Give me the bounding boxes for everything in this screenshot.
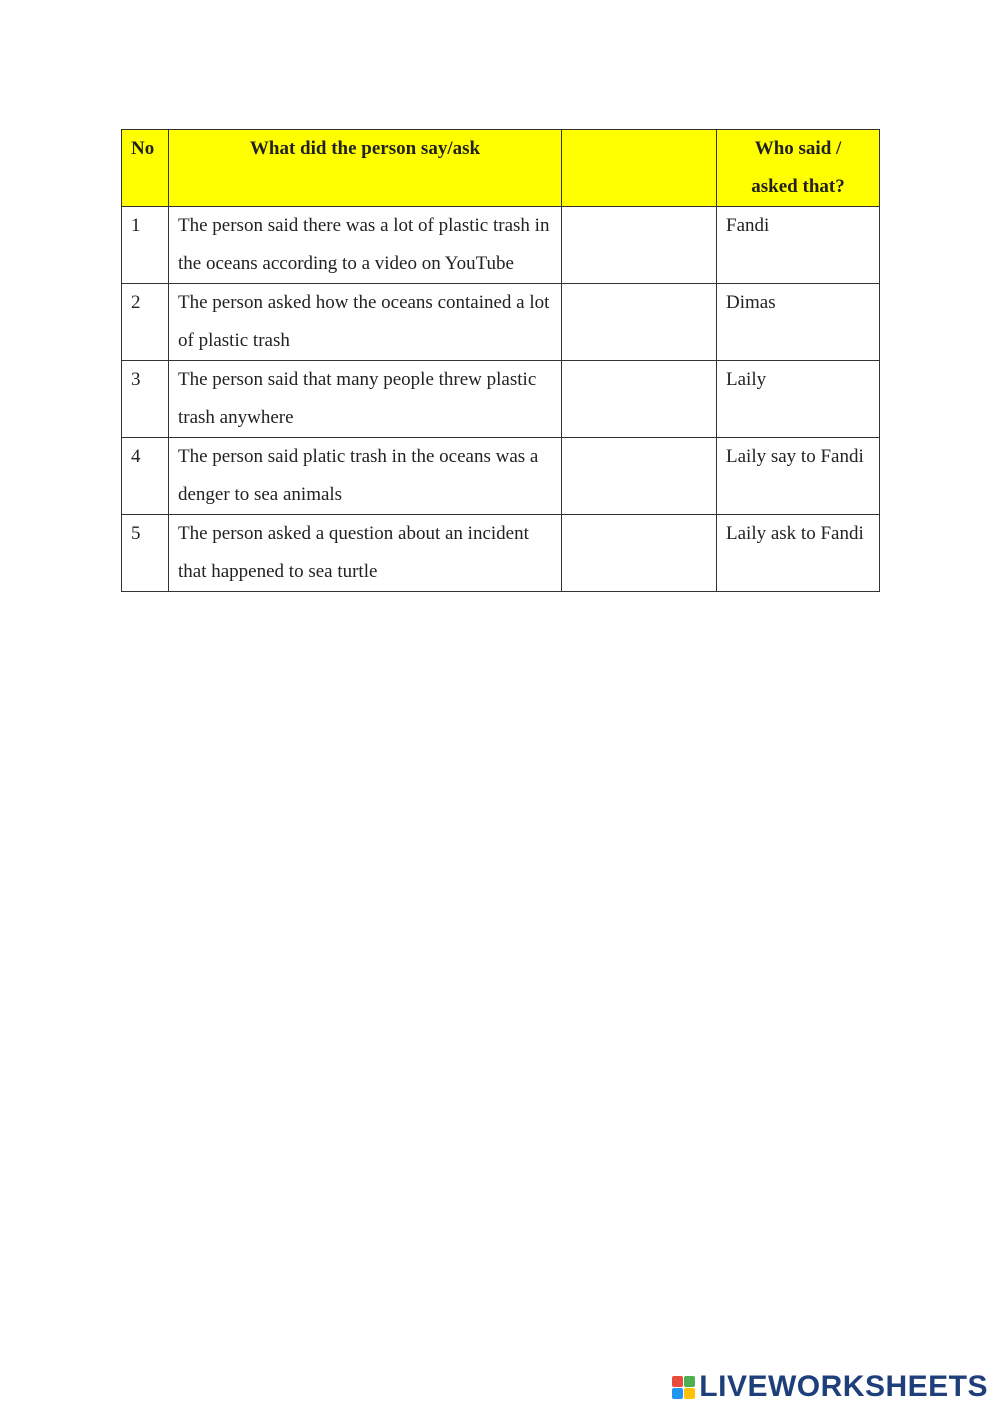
header-who-line1: Who said / bbox=[754, 138, 842, 159]
table-row bbox=[122, 284, 880, 361]
header-no: No bbox=[122, 130, 169, 207]
row-speaker[interactable]: Fandi bbox=[717, 207, 880, 284]
table-row bbox=[122, 438, 880, 515]
row-number: 4 bbox=[122, 438, 169, 515]
row-statement: The person said that many people threw plastic trash anywhere bbox=[169, 361, 562, 438]
header-answer-column bbox=[562, 130, 717, 207]
logo-square-e bbox=[684, 1388, 695, 1399]
table-row bbox=[122, 515, 880, 592]
row-statement: The person said platic trash in the oceans was a denger to sea animals bbox=[169, 438, 562, 515]
row-number: 3 bbox=[122, 361, 169, 438]
answer-drop-zone[interactable] bbox=[562, 515, 717, 592]
table-row bbox=[122, 207, 880, 284]
header-what: What did the person say/ask bbox=[169, 130, 562, 207]
row-statement: The person asked how the oceans contained a lot of plastic trash bbox=[169, 284, 562, 361]
row-speaker[interactable]: Dimas bbox=[717, 284, 880, 361]
answer-drop-zone[interactable] bbox=[562, 284, 717, 361]
logo-square-l bbox=[672, 1376, 683, 1387]
worksheet bbox=[121, 129, 879, 592]
row-number: 2 bbox=[122, 284, 169, 361]
row-speaker[interactable]: Laily say to Fandi bbox=[717, 438, 880, 515]
row-statement: The person asked a question about an incident that happened to sea turtle bbox=[169, 515, 562, 592]
table-row bbox=[122, 361, 880, 438]
logo-square-i bbox=[684, 1376, 695, 1387]
logo-square-v bbox=[672, 1388, 683, 1399]
brand-name: LIVEWORKSHEETS bbox=[699, 1370, 988, 1403]
header-who bbox=[717, 130, 880, 207]
answer-drop-zone[interactable] bbox=[562, 207, 717, 284]
answer-drop-zone[interactable] bbox=[562, 438, 717, 515]
row-number: 1 bbox=[122, 207, 169, 284]
header-row bbox=[122, 130, 880, 207]
liveworksheets-logo-icon bbox=[672, 1376, 695, 1399]
header-who-line2: asked that? bbox=[751, 176, 845, 197]
row-number: 5 bbox=[122, 515, 169, 592]
row-speaker[interactable]: Laily ask to Fandi bbox=[717, 515, 880, 592]
reported-speech-table bbox=[121, 129, 880, 592]
row-speaker[interactable]: Laily bbox=[717, 361, 880, 438]
liveworksheets-brand bbox=[672, 1370, 988, 1404]
answer-drop-zone[interactable] bbox=[562, 361, 717, 438]
row-statement: The person said there was a lot of plastic trash in the oceans according to a video on YouTube bbox=[169, 207, 562, 284]
